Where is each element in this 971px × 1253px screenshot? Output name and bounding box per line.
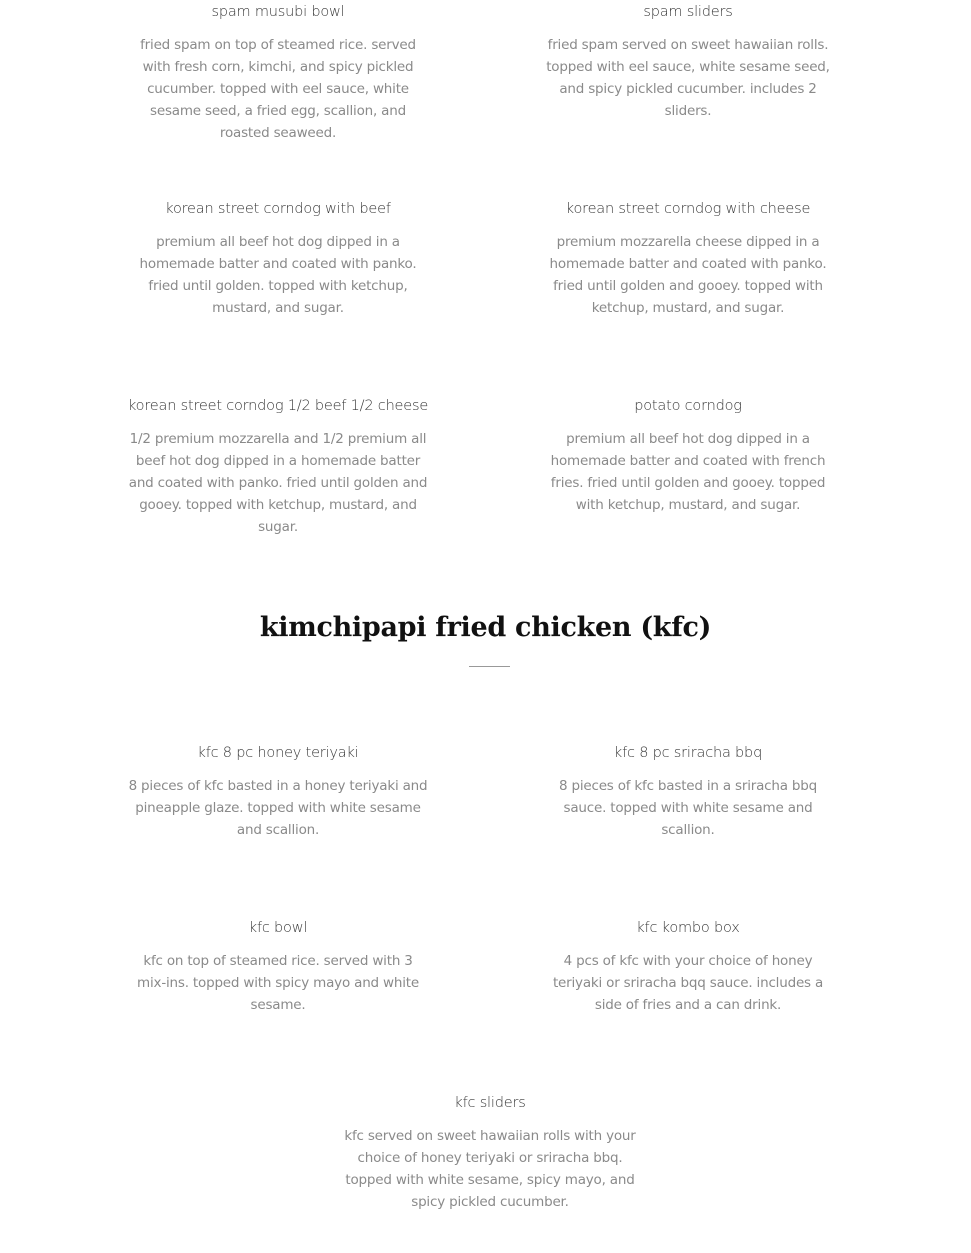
- menu-item-spam-sliders: [538, 0, 838, 122]
- menu-item-kfc-honey-teriyaki: [128, 741, 428, 841]
- menu-item-name: kfc 8 pc sriracha bbq: [613, 745, 763, 761]
- menu-item-kfc-bowl: [128, 916, 428, 1016]
- menu-item-description: 8 pieces of kfc basted in a sriracha bbq sauce. topped with white sesame and scallion.: [558, 778, 818, 838]
- menu-item-name: kfc 8 pc honey teriyaki: [197, 745, 359, 761]
- menu-item-kfc-sriracha-bbq: [538, 741, 838, 841]
- menu-item-description: premium mozzarella cheese dipped in a homemade batter and coated with panko. fried until golden and gooey. topped with ketchup, mustard, and sugar.: [549, 234, 827, 316]
- menu-item-description: premium all beef hot dog dipped in a homemade batter and coated with french fries. fried until golden and gooey. topped with ketchup, mustard, and sugar.: [550, 431, 826, 513]
- menu-item-potato-corndog: [538, 394, 838, 516]
- menu-item-description: fried spam on top of steamed rice. served with fresh corn, kimchi, and spicy pickled cucumber. topped with eel sauce, white sesame seed, a fried egg, scallion, and roasted seaweed.: [140, 37, 416, 141]
- menu-item-name: kfc sliders: [454, 1095, 526, 1111]
- menu-item-corndog-half-half: [128, 394, 428, 538]
- menu-item-name: spam sliders: [643, 4, 733, 20]
- menu-item-description: 8 pieces of kfc basted in a honey teriyaki and pineapple glaze. topped with white sesame and scallion.: [128, 778, 428, 838]
- menu-item-name: spam musubi bowl: [211, 4, 345, 20]
- menu-item-description: 1/2 premium mozzarella and 1/2 premium all beef hot dog dipped in a homemade batter and coated with panko. fried until golden and gooey. topped with ketchup, mustard, and sugar.: [128, 431, 428, 535]
- menu-item-description: kfc served on sweet hawaiian rolls with your choice of honey teriyaki or sriracha bbq. topped with white sesame, spicy mayo, and spicy pickled cucumber.: [344, 1128, 636, 1210]
- menu-item-name: korean street corndog with cheese: [565, 201, 811, 217]
- menu-item-name: korean street corndog 1/2 beef 1/2 cheese: [128, 398, 429, 414]
- menu-item-kfc-sliders: [340, 1091, 640, 1213]
- menu-item-corndog-beef: [128, 197, 428, 319]
- menu-item-description: kfc on top of steamed rice. served with 3 mix-ins. topped with spicy mayo and white sesame.: [137, 953, 419, 1013]
- menu-item-corndog-cheese: [538, 197, 838, 319]
- menu-item-description: 4 pcs of kfc with your choice of honey teriyaki or sriracha bqq sauce. includes a side of fries and a can drink.: [552, 953, 824, 1013]
- section-title: kimchipapi fried chicken (kfc): [259, 612, 712, 643]
- menu-item-name: potato corndog: [634, 398, 742, 414]
- menu-item-kfc-kombo-box: [538, 916, 838, 1016]
- menu-item-spam-musubi-bowl: [128, 0, 428, 144]
- menu-item-description: premium all beef hot dog dipped in a homemade batter and coated with panko. fried until golden. topped with ketchup, mustard, and sugar.: [139, 234, 417, 316]
- section-divider: [469, 666, 510, 667]
- menu-item-name: kfc bowl: [248, 920, 308, 936]
- menu-item-name: korean street corndog with beef: [165, 201, 391, 217]
- menu-item-name: kfc kombo box: [636, 920, 740, 936]
- menu-item-description: fried spam served on sweet hawaiian rolls. topped with eel sauce, white sesame seed, and spicy pickled cucumber. includes 2 sliders.: [546, 37, 830, 119]
